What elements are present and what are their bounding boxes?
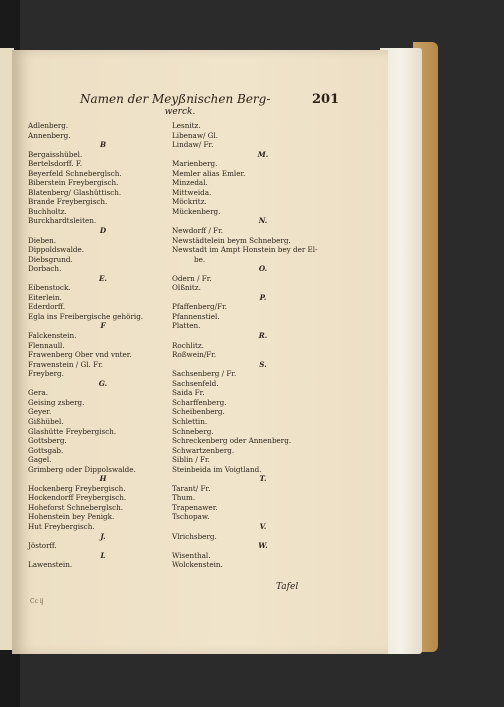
list-item: Freyberg. — [28, 369, 64, 379]
section-letter: V. — [259, 521, 267, 531]
list-item: Lindaw/ Fr. — [172, 140, 214, 150]
list-item: Hut Freybergisch. — [28, 521, 95, 531]
list-item: Hoheforst Schneberglsch. — [28, 502, 124, 512]
list-item: Schlettin. — [172, 416, 208, 426]
list-item: Siblin / Fr. — [172, 455, 210, 465]
list-item: Saida Fr. — [172, 388, 205, 398]
section-letter: M. — [257, 149, 269, 159]
catchword: Tafel — [276, 582, 299, 592]
list-item: Egla ins Freibergische gehörig. — [28, 311, 144, 321]
list-item: Frawenstein / Gl. Fr. — [28, 359, 104, 369]
page-title-continuation: werck. — [164, 107, 196, 117]
section-letter: H — [99, 474, 107, 484]
page-number: 201 — [312, 92, 340, 107]
section-letter: R. — [258, 331, 268, 341]
list-item: Gera. — [28, 388, 49, 398]
list-item: Adlenberg. — [28, 121, 69, 130]
section-letter: L — [100, 550, 106, 560]
list-item: Rochlitz. — [172, 340, 204, 350]
list-item: Odern / Fr. — [172, 273, 212, 283]
list-item: Lawenstein. — [28, 560, 73, 570]
list-item: Dorbach. — [28, 264, 62, 274]
list-item: Frawenberg Ober vnd vnter. — [28, 350, 132, 360]
list-item: Memler alias Emler. — [172, 168, 246, 178]
list-item: Lesnitz. — [172, 121, 201, 130]
list-item: Dieben. — [28, 235, 57, 245]
list-item: Eiterlein. — [28, 292, 62, 302]
section-letter: S. — [259, 359, 267, 369]
list-item: Roßwein/Fr. — [172, 350, 217, 360]
list-item: Pfaffenberg/Fr. — [172, 302, 227, 312]
list-item: Biberstein Freybergisch. — [28, 178, 119, 188]
signature-mark: Cc ij — [30, 598, 44, 605]
list-item: Gottsgab. — [28, 445, 64, 455]
list-item: Steinbeida im Voigtland. — [172, 464, 262, 474]
list-item: Newstädtelein beym Schneberg. — [172, 235, 291, 245]
list-item: Wisenthal. — [172, 550, 211, 560]
list-item: Newdorff / Fr. — [172, 226, 224, 236]
list-item: Hohenstein bey Penigk. — [28, 512, 115, 522]
list-item: Olßnitz. — [172, 283, 201, 293]
list-item: Annenberg. — [28, 130, 71, 140]
list-item: Marienberg. — [172, 159, 218, 169]
left-column — [28, 121, 178, 570]
list-item: Grimberg oder Dippolswalde. — [28, 464, 136, 474]
right-column — [172, 121, 354, 570]
section-letter: E. — [99, 273, 107, 283]
list-item: be. — [194, 254, 206, 264]
section-letter: T. — [259, 474, 267, 484]
list-item: Eibenstock. — [28, 283, 71, 293]
section-letter: W. — [258, 541, 268, 551]
section-letter: G. — [98, 378, 108, 388]
list-item: Flennaull. — [28, 340, 65, 350]
list-item: Sachsenfeld. — [172, 378, 219, 388]
list-item: Scheibenberg. — [172, 407, 225, 417]
list-item: Newstadt im Ampt Honstein bey der El- — [172, 245, 318, 255]
list-item: Gißhübel. — [28, 416, 64, 426]
list-item: Buchholtz. — [28, 206, 67, 216]
list-item: Thum. — [172, 493, 196, 503]
list-item: Beyerfeld Schneberglsch. — [28, 168, 122, 178]
list-item: Jöstorff. — [28, 541, 57, 551]
list-item: Geising zsberg. — [28, 397, 85, 407]
section-letter: B — [99, 140, 107, 150]
section-letter: J. — [100, 531, 106, 541]
list-item: Schneberg. — [172, 426, 214, 436]
list-item: Ederdorff. — [28, 302, 66, 312]
list-item: Platten. — [172, 321, 201, 331]
list-item: Trapenawer. — [172, 502, 218, 512]
list-item: Diebsgrund. — [28, 254, 73, 264]
list-item: Mittweida. — [172, 187, 212, 197]
list-item: Minzedal. — [172, 178, 208, 188]
list-item: Geyer. — [28, 407, 52, 417]
list-item: Gagel. — [28, 455, 52, 465]
list-item: Gottsberg. — [28, 436, 67, 446]
list-item: Schwartzenberg. — [172, 445, 235, 455]
section-letter: N. — [258, 216, 268, 226]
section-letter: F — [100, 321, 106, 331]
section-letter: P. — [259, 292, 267, 302]
list-item: Pfannenstiel. — [172, 311, 220, 321]
list-item: Hockendorff Freybergisch. — [28, 493, 127, 503]
list-item: Möckritz. — [172, 197, 207, 207]
list-item: Sachsenberg / Fr. — [172, 369, 237, 379]
list-item: Tarant/ Fr. — [172, 483, 211, 493]
page-header — [80, 92, 280, 117]
list-item: Blatenberg/ Glashüttisch. — [28, 187, 122, 197]
list-item: Bertelsdorff. F. — [28, 159, 83, 169]
list-item: Schreckenberg oder Annenberg. — [172, 436, 292, 446]
list-item: Mückenberg. — [172, 206, 221, 216]
list-item: Vlrichsberg. — [172, 531, 217, 541]
page-title: Namen der Meyßnischen Berg- — [80, 92, 271, 106]
list-item: Hockenberg Freybergisch. — [28, 483, 126, 493]
list-item: Glashütte Freybergisch. — [28, 426, 117, 436]
list-item: Burckhardtsleiten. — [28, 216, 97, 226]
section-letter: D — [99, 226, 107, 236]
list-item: Dippoldswalde. — [28, 245, 85, 255]
list-item: Wolckenstein. — [172, 560, 223, 570]
list-item: Scharffenberg. — [172, 397, 227, 407]
list-item: Falckenstein. — [28, 331, 77, 341]
section-letter: O. — [258, 264, 268, 274]
list-item: Libenaw/ Gl. — [172, 130, 219, 140]
list-item: Bergaisshübel. — [28, 149, 83, 159]
list-item: Tschopaw. — [172, 512, 210, 522]
list-item: Brande Freybergisch. — [28, 197, 108, 207]
